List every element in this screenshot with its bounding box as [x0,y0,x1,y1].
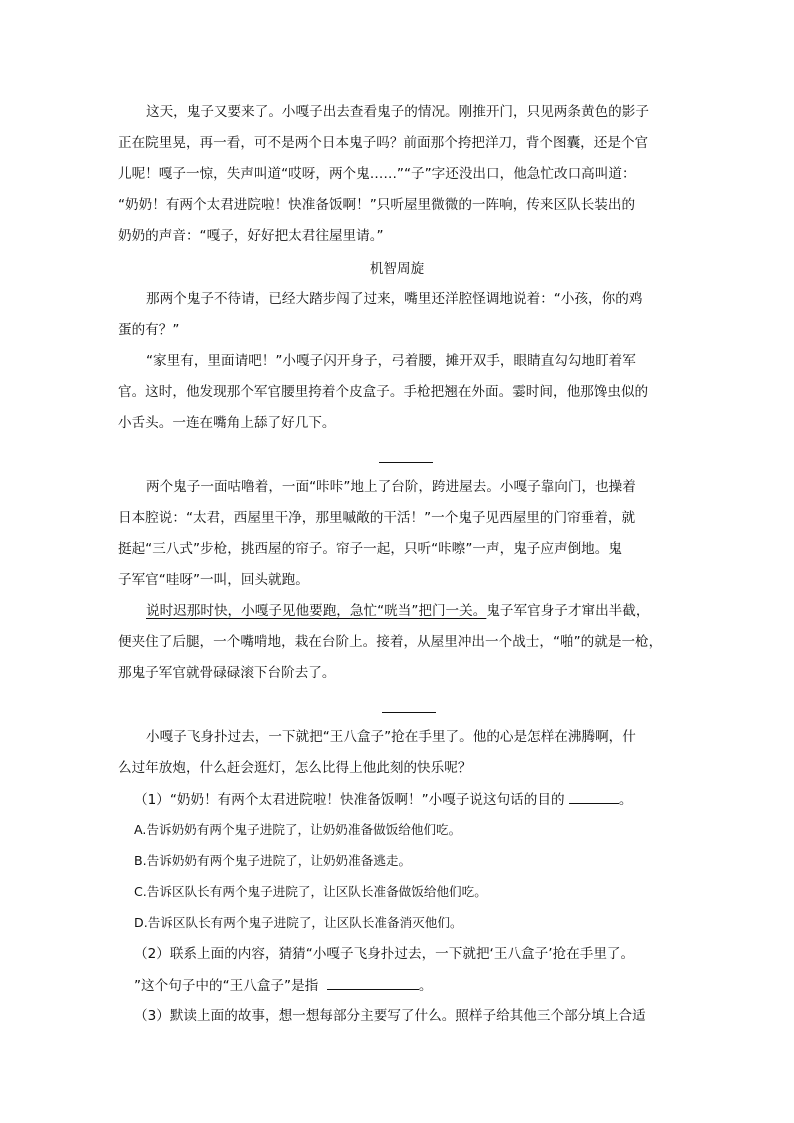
story-p5-line3: 那鬼子军官就骨碌碌滚下台阶去了。 [118,665,336,681]
story-p3-line1: “家里有，里面请吧！”小嘎子闪开身子，弓着腰，摊开双手，眼睛直勾勾地盯着军 [146,353,636,369]
option-d[interactable]: D.告诉区队长有两个鬼子进院了，让区队长准备消灭他们。 [134,915,463,930]
story-p2-line1: 那两个鬼子不待请，已经大踏步闯了过来，嘴里还洋腔怪调地说着：“小孩，你的鸡 [146,291,643,307]
option-c[interactable]: C.告诉区队长有两个鬼子进院了，让区队长准备做饭给他们吃。 [134,884,487,899]
story-p6-line2: 么过年放炮，什么赶会逛灯，怎么比得上他此刻的快乐呢？ [118,760,472,776]
heading-blank-1 [379,462,433,463]
question-1-stem: （1）“奶奶！有两个太君进院啦！快准备饭啊！”小嘎子说这句话的目的 [134,792,565,808]
story-p3-line3: 小舌头。一连在嘴角上舔了好几下。 [118,415,336,431]
question-2-line2 [134,975,433,996]
heading-blank-2 [382,712,436,713]
story-p4-line1: 两个鬼子一面咕噜着，一面“咔咔”地上了台阶，跨进屋去。小嘎子靠向门，也操着 [146,479,636,495]
option-a[interactable]: A.告诉奶奶有两个鬼子进院了，让奶奶准备做饭给他们吃。 [134,822,462,837]
story-p4-line3: 挺起“三八式”步枪，挑西屋的帘子。帘子一起，只听“咔嚓”一声，鬼子应声倒地。鬼 [118,541,622,557]
question-3: （3）默读上面的故事，想一想每部分主要写了什么。照样子给其他三个部分填上合适 [134,1008,646,1024]
story-p1-line3: 儿呢！嘎子一惊，失声叫道“哎呀，两个鬼……”“子”字还没出口，他急忙改口高叫道： [118,166,636,182]
underlined-sentence: 说时迟那时快，小嘎子见他要跑，急忙“咣当”把门一关。 [146,603,487,619]
story-p1-line2: 正在院里晃，再一看，可不是两个日本鬼子吗？前面那个挎把洋刀，背个图囊，还是个官 [118,135,649,151]
story-p4-line4: 子军官“哇呀”一叫，回头就跑。 [118,572,309,588]
question-1 [134,789,632,810]
question-2-answer-blank[interactable] [327,975,419,990]
story-p4-line2: 日本腔说：“太君，西屋里干净，那里嘁敞的干活！”一个鬼子见西屋里的门帘垂着，就 [118,510,636,526]
option-b[interactable]: B.告诉奶奶有两个鬼子进院了，让奶奶准备逃走。 [134,853,412,868]
section-heading: 机智周旋 [369,261,425,277]
question-1-end: 。 [618,792,633,808]
story-p5-line2: 便夹住了后腿，一个嘴啃地，栽在台阶上。接着，从屋里冲出一个战士，“啪”的就是一枪， [118,634,663,650]
story-p2-line2: 蛋的有？” [118,322,180,338]
story-p3-line2: 官。这时，他发现那个军官腰里挎着个皮盒子。手枪把翘在外面。霎时间，他那馋虫似的 [118,384,649,400]
story-p1-line4: “奶奶！有两个太君进院啦！快准备饭啊！”只听屋里微微的一阵响，传来区队长装出的 [118,197,636,213]
story-p1-line5: 奶奶的声音：“嘎子，好好把太君往屋里请。” [118,228,384,244]
story-p1-line1: 这天，鬼子又要来了。小嘎子出去查看鬼子的情况。刚推开门，只见两条黄色的影子 [146,104,649,120]
question-2-line1: （2）联系上面的内容，猜猜“小嘎子飞身扑过去，一下就把‘王八盒子’抢在手里了。 [134,946,635,962]
story-p6-line1: 小嘎子飞身扑过去，一下就把“王八盒子”抢在手里了。他的心是怎样在沸腾啊，什 [146,729,636,745]
story-p5-line1-rest: 鬼子军官身子才窜出半截， [486,603,650,619]
question-2-end: 。 [418,978,433,994]
story-p5-line1 [146,601,649,621]
question-1-answer-blank[interactable] [569,789,619,804]
question-2-stem: ”这个句子中的“王八盒子”是指 [134,978,319,994]
